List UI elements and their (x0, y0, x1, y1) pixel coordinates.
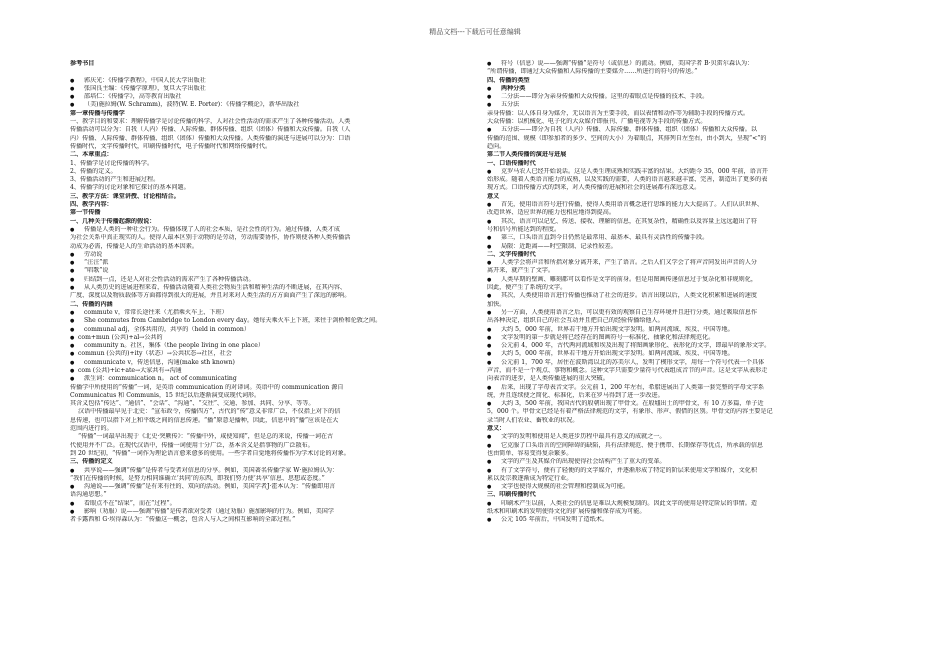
text-line: ● commute v，常常长途往来（尤指乘火车上、下班） (70, 309, 475, 317)
text-line: 广度、深度以及物质载体等方面都得到很大的进展，并且对来对人类生活的方方面面产生了深远的影响。 (70, 292, 351, 300)
page-header: 精品文档---下载后可任意编辑 (429, 28, 521, 36)
text-line: 1、传播学是讨论传播的科学。 (70, 159, 154, 167)
text-line: ● 人类学会将声音和所指对象分离开来，产生了语言。之后人们又学会了将声音同发出声音的人分 (487, 259, 892, 267)
text-line: 声音，而不是一个观点、事物和概念。这种文字只需要少量符号代表组成音节的声音。这是文字从表形走 (487, 366, 768, 374)
text-line: 大众传播：以机械化、电子化的大众媒介即报刊、广播电视等为手段的传播方式。 (487, 118, 707, 126)
text-line: ● 传播是人类的一种社会行为。传播体现了人的社会本质，是社会性的行为。通过传播，人类才成 (70, 226, 475, 234)
text-line: 趋向。 (487, 142, 506, 150)
text-line: ● com (公共)+ic+ate→大家共有→沟通 (70, 367, 475, 375)
text-line: ● “唱歌”说 (70, 267, 475, 275)
text-line: 4、传播学的讨论对象和它探讨的基本问题。 (70, 184, 190, 192)
text-line: 传播活动可以分为：自我（人内）传播、人际传播、群体传播、组织（团体）传播和大众传播。自我（人 (70, 126, 351, 134)
text-line: ● 克罗马农人已经开始说话。这是人类生理成熟和实践丰富的结果。大约距今 35，000 年前，语言开 (487, 168, 892, 176)
text-line: ● 公元前 1，700 年，居住在波斯湾以北的苏美尔人，发明了楔形文字，用每一个符号代表一个具体 (487, 359, 892, 367)
text-line: ● 其次，人类使用语言进行传播也推动了社会的进步。语言出现以后，人类文化积累和进展的速度 (487, 292, 892, 300)
text-line: 加快。 (487, 300, 506, 308)
text-line: ● 印刷术产生以前，人类社会的信息是难以大规模复制的。因此文字的使用是特定阶层的事情。造 (487, 500, 892, 508)
text-line: ● 沟通说——强调“传播”是有来有往的、双向的活动。例如，美国学者J·霍本认为：“传播即用言 (70, 483, 475, 491)
text-line: 现方式。口语传播方式的到来，对人类传播的进展和社会的进展都有深远意义。 (487, 184, 701, 192)
text-line: 始形成。随着人类语言能力的成熟，以及实践的需要，人类的语言越来越丰富、完善，制造出了更多的表 (487, 176, 768, 184)
text-line: 也由简单、容易变得复杂繁多。 (487, 449, 573, 457)
text-line: ● 共享说——强调“传播”是传者与受者对信息的分享。例如，美国著名传播学家 W·施拉姆认为： (70, 467, 475, 475)
text-line: ● 二分法——即分为亲身传播和大众传播。这里的着眼点是传播的技术、手段。 (487, 93, 892, 101)
heading-line: 意义： (487, 425, 506, 433)
heading-line: 一、几种关于传播起源的假说： (70, 217, 156, 225)
text-line: ● 局限：近距离——时空限制、记录性较差。 (487, 243, 892, 251)
text-line: 因此，便产生了系统的文字。 (487, 284, 567, 292)
text-line: 一、教学目的和要求：理解传播学是讨论传播的科学，人对社会性活动的需求产生了各种传播活动。人类 (70, 118, 351, 126)
text-line: ● 两种分类 (487, 85, 892, 93)
text-line: ● 人类早期的壁画、雕刻都可以看作是文字的前身。但是用图画传递信息过于复杂化和非规则化， (487, 276, 892, 284)
text-line: 5，000 个。甲骨文已经是有着严格法律规范的文字，有象形、形声、假借的区别。甲骨文的内容主要是记 (487, 408, 773, 416)
text-line: ● 派生词：communication n。 act of communicating (70, 375, 475, 383)
text-line: 亲身传播：以人体自身为媒介，无以语言为主要手段，而以表情和动作等为辅助手段的传播方式。 (487, 109, 750, 117)
heading-line: 二、传播的内涵 (70, 300, 113, 308)
heading-line: 参考书目 (70, 60, 95, 67)
text-line: ● “汪汪”派 (70, 259, 475, 267)
text-line: ● 影响（劝服）说——强调“传播”是传者欲对受者（通过劝服）施加影响的行为。例如，美国学 (70, 508, 475, 516)
text-line: ● communicate v，传送信息，沟通(make sth known) (70, 359, 475, 367)
text-line: 离开来，就产生了文字。 (487, 267, 555, 275)
text-line: ● She commutes from Cambridge to London every day。她每天乘火车上下班，来往于剑桥和伦敦之间。 (70, 317, 475, 325)
text-line: ● 首先，使用语言符号进行传播，使得人类用语言概念进行思维的能力大大提高了。人们认识世界、 (487, 201, 892, 209)
text-line: ● 张国良主编：《传播学原理》，复旦大学出版社 (70, 85, 475, 93)
text-line: 纸术和印刷术的发明使得文化的扩展传播和保存成为可能。 (487, 508, 646, 516)
heading-line: 第二节人类传播的演进与进展 (487, 151, 567, 159)
text-line: ● 大约 3，500 年前，我国古代的殷朝出现了甲骨文。在殷墟出土的甲骨文，有 10 万多篇，单子近 (487, 400, 892, 408)
text-line: ● 公元 105 年前后，中国发明了造纸术。 (487, 516, 892, 524)
text-line: ● 郭庆光：《传播学教程》，中国人民大学出版社 (70, 77, 475, 85)
text-line: ● 五分法——即分为自我（人内）传播、人际传播、群体传播、组织（团体）传播和大众传播。以 (487, 126, 892, 134)
text-line: 号和信号所能达到的程度。 (487, 225, 561, 233)
text-line: 息传递，也可以指下对上和平级之间的信息传递。“播”原意是播种，因此，信息中的“播”应该是在大 (70, 416, 339, 424)
text-line: 语沟通思想。” (70, 491, 107, 499)
text-line: ● （美)施拉姆(W. Schramm)，波特(W. E. Porter)：《传播学概论》，新华出版社 (70, 101, 475, 109)
text-line: 传播时代，文字传播时代，印刷传播时代，电子传播时代和网络传播时代。 (70, 142, 272, 150)
text-line: ● 邵培仁：《传播学》，高等教育出版社 (70, 93, 475, 101)
heading-line: 第一节传播 (70, 209, 101, 217)
text-line: Communicatus 和 Communis，15 世纪以后逐渐演变成现代词形。 (70, 391, 261, 399)
text-line: ● 其次，语言可以记忆、传送、接收、理解的信息，在其复杂性，精确性以及容量上远远超出了符 (487, 218, 892, 226)
text-line: 出各种决定，组织自己的社会互动并且把自己的经验传播给他人。 (487, 317, 664, 325)
text-line: ● 五分法 (487, 101, 892, 109)
text-line: 者卡露西和 G·埃得森认为：“传播这一概念，包含人与人之间相互影响的全部过程。” (70, 516, 296, 524)
text-line: 为社会关系中真正现实的人。使得人最本区别于动物的是劳动，劳动需要协作，协作则使各种人类传播活 (70, 234, 351, 242)
text-line: ● 公元前 4，000 年，古代两河流域和埃及出现了将图画象形化、表形化的文字，即最早的象形文字。 (487, 342, 892, 350)
text-line: 内）传播、人际传播、群体传播、组织（团体）传播和大众传播。人类传播的演进与进展可以分为：口语 (70, 134, 351, 142)
text-line: 汉语中传播最早见于北史：“宣布政令，传播四方”，古代的“传”意义非常广泛，不仅指上对下的信 (78, 408, 341, 416)
text-line: 到 20 世纪初，“传播”一词作为理论语言愈来愈多的使用。一些学者自觉地将传播作为学术讨论的对象。 (70, 449, 350, 457)
right-column (487, 60, 892, 525)
text-line: ● 从人类历史的进展进程来看，传播活动随着人类社会物质生活和精神生活的不断进展，在其内容、 (70, 284, 475, 292)
text-line: ● 有了文字符号，便有了轻便的的文字媒介，并逐渐形成了特定的阶层来使用文字和媒介，文化积 (487, 467, 892, 475)
text-line: ● 看眼点不在“结果”，而在“过程”。 (70, 500, 475, 508)
text-line: ● community n。社区，集体（the people living in one place） (70, 342, 475, 350)
text-line: ● 大约 5，000 年前，世界若干地方开始出现文字发明。如两河流域、埃及、中国等地。 (487, 326, 892, 334)
heading-line: 意义 (487, 192, 500, 200)
text-line: “传播”一词最早出现于《北史·突厥传》：“传播中外，咸使知闻”，但是总的来说，传播一词在古 (78, 433, 334, 441)
text-line: ● 第三，口头语言直到今日仍然是最常用、最基本、最具有灵活性的传播手段。 (487, 234, 892, 242)
text-line: 范围内进行的。 (70, 425, 113, 433)
text-line: ● 大约 5，000 年前，世界若干地方开始出现文字发明。如两河流域、埃及、中国等地。 (487, 350, 892, 358)
text-line: ● 符号（信息）说——强调“传播”是符号（或信息）的流动。例如，美国学者 B·贝雷尔森认为： (487, 60, 892, 68)
heading-line: 四、教学内容： (70, 201, 113, 209)
heading-line: 三、教学方法：课堂讲授、讨论相结合。 (70, 192, 180, 200)
heading-line: 二、文字传播时代 (487, 250, 536, 258)
text-line: 传播学中所使用的“传播”一词，是英语 communication 的对译词。英语中的 communication 源自 (70, 383, 344, 391)
text-line: “我们在传播的时候，是努力相同谁确立‘共同’的东西，即我们努力使‘共享’信息、思想或态度。” (70, 474, 325, 482)
text-line: ● 归结到一点，还是人对社会性活动的需求产生了各种传播活动。 (70, 276, 475, 284)
text-line: ● 另一方面，人类使用语言之后，可以更有效的观察自己生存环境并且进行分类，通过吸取信息作 (487, 309, 892, 317)
heading-line: 第一章传播与传播学 (70, 109, 125, 117)
heading-line: 二、本章重点： (70, 151, 113, 159)
text-line: 2、传播的定义。 (70, 167, 117, 175)
text-line: 向表音的进步，是人类传播进展的重大突破。 (487, 375, 609, 383)
text-line: ● 后来，出现了字母表音文字。公元前 1，200 年左右，希腊进展出了人类第一套完整的字母文字系 (487, 384, 892, 392)
text-line: ● communal adj，全体共用的，共享的（held in common） (70, 326, 475, 334)
text-line: 录当时人们农业、畜牧业的状况。 (487, 416, 579, 424)
heading-line: 三、印刷传播时代 (487, 491, 536, 499)
text-line: 动成为必需，传播是人的生命活动的基本因素。 (70, 242, 198, 250)
text-line (70, 68, 475, 76)
text-line: “所谓传播，即通过大众传播和人际传播的主要媒介……所进行的符号的传送。” (487, 68, 698, 76)
text-line: ● 它克服了口头语言的空间障碍的缺陷，具有法律规范、便于携带、长期保存等优点，所承载的信息 (487, 442, 892, 450)
heading-line: 四、传播的类型 (487, 76, 530, 84)
text-line: 代使用并不广泛。在现代汉语中，传播一词使用十分广泛，基本含义是指事物的广泛散布。 (70, 441, 314, 449)
text-line: ● 文字的产生及其媒介的出现使得社会结构产生了重大的变革。 (487, 458, 892, 466)
text-line: ● 文字也使得大规模的社会管理和控制成为可能。 (487, 483, 892, 491)
text-line: 传播的范围、规模（即参加者的多少、空间的大小）为着眼点，其排列自左至右，由小到大，呈现“<”的 (487, 134, 767, 142)
text-line: ● 文字发明的第一步就是将已经存在的图画符号一标准化、抽象化和法律规范化。 (487, 334, 892, 342)
text-line: 改造世界、适应世界的能力也相应地得到提高。 (487, 209, 615, 217)
heading-line: 三、传播的定义 (70, 458, 113, 466)
text-line: ● 文字的发明和使用是人类进步历程中最具有意义的成就之一。 (487, 433, 892, 441)
text-line: ● commun (公共的)+ity（状态）→公共状态→社区，社会 (70, 350, 475, 358)
text-line: ● com+mun (公共)+al→公共的 (70, 334, 475, 342)
heading-line: 一、口语传播时代 (487, 159, 536, 167)
text-line: 累以及宗教逐渐成为特定行业。 (487, 474, 573, 482)
text-line: 其含义包括“传达”、“通信”、“会话”、“沟通”、“交往”、交通、参加、共同、分享、等等。 (70, 400, 315, 408)
text-line: ● 劳动说 (70, 251, 475, 259)
text-line: 统，并且连续使之简化、标准化，后来在罗马得到了进一步改进。 (487, 391, 664, 399)
left-column (70, 60, 475, 525)
text-line: 3、传播活动的产生和进展过程。 (70, 176, 160, 184)
